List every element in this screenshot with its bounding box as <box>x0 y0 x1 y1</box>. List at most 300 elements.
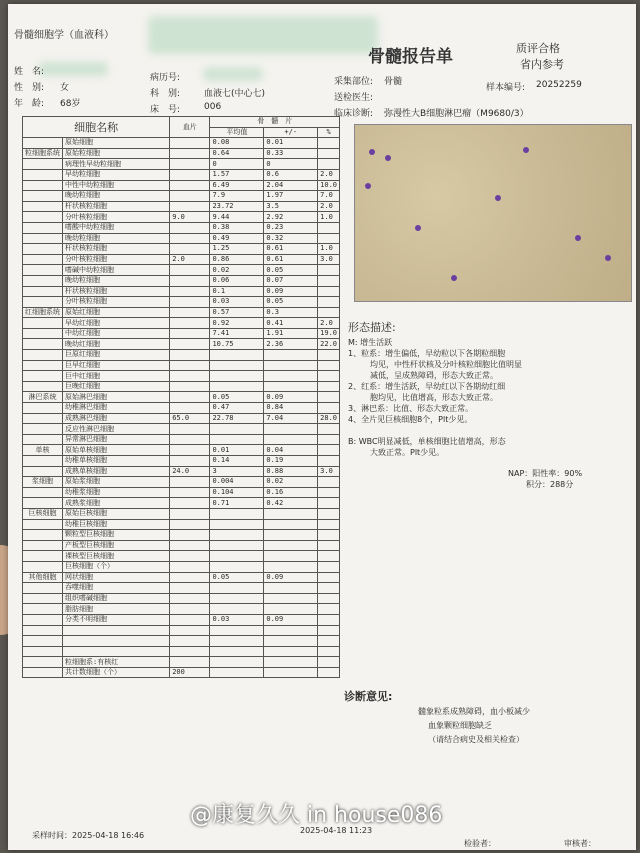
group-cell <box>23 169 63 180</box>
morph-line: 均见，中性杆状核及分叶核粒细胞比值明显 <box>370 360 522 369</box>
blood-value <box>170 244 210 255</box>
group-cell <box>23 604 63 615</box>
pct-value: 2.0 <box>318 318 340 329</box>
group-cell <box>23 180 63 191</box>
mean-value: 0.86 <box>210 254 264 265</box>
mean-value: 0.02 <box>210 265 264 276</box>
morphology-section <box>348 322 582 490</box>
table-row <box>23 604 340 615</box>
sd-value: 3.5 <box>264 201 318 212</box>
table-row <box>23 403 340 414</box>
sd-value <box>264 657 318 668</box>
mean-value: 0.57 <box>210 307 264 318</box>
checker: 检验者： <box>464 839 496 848</box>
pct-value <box>318 286 340 297</box>
cell-dot <box>575 235 581 241</box>
cell-name: 成熟淋巴细胞 <box>63 413 170 424</box>
col-pct: % <box>318 127 340 138</box>
blood-value <box>170 572 210 583</box>
cell-name: 嗜碱中幼粒细胞 <box>63 265 170 276</box>
pct-value <box>318 593 340 604</box>
sd-value: 0.41 <box>264 318 318 329</box>
watermark: @康复久久 in house086 <box>190 803 443 828</box>
sd-value: 0.88 <box>264 466 318 477</box>
table-row <box>23 297 340 308</box>
sd-value: 1.97 <box>264 191 318 202</box>
sd-value: 0.09 <box>264 392 318 403</box>
table-row <box>23 593 340 604</box>
pct-value <box>318 297 340 308</box>
mean-value: 6.49 <box>210 180 264 191</box>
pct-value: 28.0 <box>318 413 340 424</box>
cell-name: 反应性淋巴细胞 <box>63 424 170 435</box>
mean-value <box>210 593 264 604</box>
mean-value <box>210 360 264 371</box>
cell-name: 原始红细胞 <box>63 307 170 318</box>
mean-value <box>210 625 264 636</box>
mean-value: 0.38 <box>210 222 264 233</box>
morph-line: 大致正常。Plt少见。 <box>370 448 445 457</box>
cell-name: 杆状核粒细胞 <box>63 201 170 212</box>
group-cell <box>23 636 63 647</box>
group-cell: 红细胞系统 <box>23 307 63 318</box>
blood-value <box>170 604 210 615</box>
sd-value: 0.33 <box>264 148 318 159</box>
morph-line: 1、粒系：增生偏低，早幼粒以下各期粒细胞 <box>348 349 506 358</box>
mean-value: 3 <box>210 466 264 477</box>
cell-name: 病理性早幼粒细胞 <box>63 159 170 170</box>
cell-name: 晚幼粒细胞 <box>63 275 170 286</box>
mean-value: 0.49 <box>210 233 264 244</box>
opinion-title: 诊断意见: <box>344 690 393 703</box>
mean-value <box>210 350 264 361</box>
pct-value <box>318 434 340 445</box>
table-row <box>23 424 340 435</box>
group-cell <box>23 540 63 551</box>
pct-value <box>318 519 340 530</box>
group-cell <box>23 413 63 424</box>
group-cell <box>23 614 63 625</box>
cell-name: 巨早红细胞 <box>63 360 170 371</box>
blood-value <box>170 445 210 456</box>
group-cell <box>23 487 63 498</box>
pct-value: 1.0 <box>318 244 340 255</box>
sd-value: 0.19 <box>264 456 318 467</box>
bed-value: 006 <box>204 102 222 112</box>
blood-value <box>170 477 210 488</box>
cell-name: 晚幼粒细胞 <box>63 191 170 202</box>
pct-value <box>318 540 340 551</box>
pct-value <box>318 275 340 286</box>
quality-2: 省内参考 <box>520 58 564 71</box>
cell-name: 粒细胞系:有核红 <box>63 657 170 668</box>
pct-value <box>318 445 340 456</box>
sd-value: 0.6 <box>264 169 318 180</box>
cell-count-table <box>22 116 340 678</box>
pct-value <box>318 551 340 562</box>
table-row <box>23 551 340 562</box>
table-row <box>23 360 340 371</box>
group-cell <box>23 530 63 541</box>
sd-value <box>264 646 318 657</box>
mean-value <box>210 424 264 435</box>
morph-line: B: WBC明显减低，单核细胞比值增高，形态 <box>348 437 506 446</box>
cell-name: 杆状核粒细胞 <box>63 244 170 255</box>
group-cell <box>23 551 63 562</box>
mean-value <box>210 646 264 657</box>
cell-name: 幼稚浆细胞 <box>63 487 170 498</box>
blood-value <box>170 540 210 551</box>
table-row <box>23 561 340 572</box>
group-cell <box>23 583 63 594</box>
group-cell <box>23 318 63 329</box>
blood-value <box>170 456 210 467</box>
mean-value: 9.44 <box>210 212 264 223</box>
mean-value: 0.05 <box>210 572 264 583</box>
table-row <box>23 180 340 191</box>
mean-value: 23.72 <box>210 201 264 212</box>
report-time: 2025-04-18 11:23 <box>300 826 373 835</box>
pct-value <box>318 350 340 361</box>
blood-value <box>170 159 210 170</box>
page-title: 骨髓报告单 <box>368 47 453 67</box>
cell-dot <box>369 149 375 155</box>
sex-label: 性 别: <box>14 83 45 93</box>
pct-value: 3.0 <box>318 466 340 477</box>
group-cell <box>23 328 63 339</box>
name-label: 姓 名: <box>14 67 45 77</box>
blood-value <box>170 275 210 286</box>
pct-value <box>318 159 340 170</box>
group-cell <box>23 244 63 255</box>
mean-value: 0.71 <box>210 498 264 509</box>
mean-value: 7.41 <box>210 328 264 339</box>
group-cell <box>23 265 63 276</box>
pct-value: 3.0 <box>318 254 340 265</box>
pct-value <box>318 371 340 382</box>
pct-value <box>318 530 340 541</box>
sd-value: 0.23 <box>264 222 318 233</box>
group-cell <box>23 646 63 657</box>
cell-name: 幼稚巨核细胞 <box>63 519 170 530</box>
cell-name: 分叶核粒细胞 <box>63 254 170 265</box>
mean-value <box>210 561 264 572</box>
cell-name: 网状细胞 <box>63 572 170 583</box>
morph-line: 4、全片见巨核细胞8个，Plt少见。 <box>348 415 473 424</box>
cell-name: 早幼粒细胞 <box>63 169 170 180</box>
sd-value <box>264 508 318 519</box>
sample-time: 采样时间：2025-04-18 16:46 <box>32 831 145 840</box>
group-cell <box>23 275 63 286</box>
opinion-line-3: （请结合病史及相关检查） <box>428 735 524 744</box>
table-row <box>23 339 340 350</box>
sd-value: 0.42 <box>264 498 318 509</box>
cell-name: 幼稚单核细胞 <box>63 456 170 467</box>
cell-name: 分类不明细胞 <box>63 614 170 625</box>
mean-value <box>210 434 264 445</box>
group-cell <box>23 360 63 371</box>
record-label: 病历号: <box>150 73 181 83</box>
blood-value <box>170 508 210 519</box>
table-row <box>23 138 340 149</box>
group-cell: 淋巴系统 <box>23 392 63 403</box>
morph-line: 3、淋巴系：比值、形态大致正常。 <box>348 404 474 413</box>
group-cell <box>23 350 63 361</box>
table-row <box>23 583 340 594</box>
blood-value <box>170 297 210 308</box>
sd-value: 2.04 <box>264 180 318 191</box>
group-cell <box>23 434 63 445</box>
blood-value <box>170 318 210 329</box>
mean-value: 0.06 <box>210 275 264 286</box>
table-row <box>23 614 340 625</box>
mean-value: 0.03 <box>210 297 264 308</box>
mean-value: 0.03 <box>210 614 264 625</box>
pct-value: 7.0 <box>318 191 340 202</box>
mean-value <box>210 519 264 530</box>
table-row <box>23 646 340 657</box>
sd-value <box>264 434 318 445</box>
mean-value <box>210 381 264 392</box>
mean-value: 0 <box>210 159 264 170</box>
pct-value <box>318 498 340 509</box>
table-row <box>23 307 340 318</box>
blood-value <box>170 265 210 276</box>
mean-value: 0.64 <box>210 148 264 159</box>
marrow-smear-image <box>354 124 632 302</box>
sd-value <box>264 371 318 382</box>
sd-value: 0.16 <box>264 487 318 498</box>
table-row <box>23 159 340 170</box>
mean-value: 1.57 <box>210 169 264 180</box>
group-cell <box>23 403 63 414</box>
pct-value <box>318 148 340 159</box>
sd-value: 0.3 <box>264 307 318 318</box>
mean-value <box>210 667 264 678</box>
mean-value: 0.01 <box>210 445 264 456</box>
blood-value <box>170 339 210 350</box>
table-row <box>23 572 340 583</box>
table-row <box>23 169 340 180</box>
pct-value <box>318 307 340 318</box>
cell-name: 吞噬细胞 <box>63 583 170 594</box>
table-row <box>23 191 340 202</box>
report-paper <box>8 4 636 850</box>
sd-value <box>264 583 318 594</box>
redaction <box>203 67 263 81</box>
mean-value <box>210 583 264 594</box>
mean-value <box>210 508 264 519</box>
pct-value <box>318 625 340 636</box>
pct-value: 22.0 <box>318 339 340 350</box>
group-cell <box>23 138 63 149</box>
pct-value <box>318 456 340 467</box>
sd-value: 1.91 <box>264 328 318 339</box>
group-cell <box>23 212 63 223</box>
table-row <box>23 456 340 467</box>
table-row <box>23 328 340 339</box>
sd-value <box>264 424 318 435</box>
table-row <box>23 222 340 233</box>
blood-value <box>170 138 210 149</box>
pct-value <box>318 561 340 572</box>
cell-name: 分叶核粒细胞 <box>63 297 170 308</box>
sd-value: 0.05 <box>264 265 318 276</box>
sd-value <box>264 350 318 361</box>
cell-name: 原始细胞 <box>63 138 170 149</box>
group-cell <box>23 191 63 202</box>
cell-name: 共计数细胞（个） <box>63 667 170 678</box>
pct-value: 2.0 <box>318 201 340 212</box>
cell-name: 原始粒细胞 <box>63 148 170 159</box>
sd-value <box>264 530 318 541</box>
cell-name: 巨原红细胞 <box>63 350 170 361</box>
cell-name <box>63 625 170 636</box>
blood-value <box>170 371 210 382</box>
pct-value <box>318 392 340 403</box>
mean-value <box>210 540 264 551</box>
opinion-line-2: 血象颗粒细胞缺乏 <box>428 721 492 730</box>
sd-value <box>264 625 318 636</box>
cell-dot <box>523 147 529 153</box>
blood-value: 24.0 <box>170 466 210 477</box>
blood-value <box>170 328 210 339</box>
blood-value <box>170 519 210 530</box>
mean-value: 0.47 <box>210 403 264 414</box>
table-row <box>23 212 340 223</box>
pct-value <box>318 360 340 371</box>
cell-dot <box>415 225 421 231</box>
nap-rate: NAP：阳性率：90% <box>508 469 583 478</box>
col-mean: 平均值 <box>210 127 264 138</box>
mean-value <box>210 551 264 562</box>
table-row <box>23 657 340 668</box>
blood-value <box>170 636 210 647</box>
blood-value <box>170 392 210 403</box>
pct-value: 19.0 <box>318 328 340 339</box>
mean-value <box>210 371 264 382</box>
site-value: 骨髓 <box>384 77 403 87</box>
pct-value: 2.0 <box>318 169 340 180</box>
table-row <box>23 445 340 456</box>
pct-value <box>318 636 340 647</box>
col-blood: 血片 <box>170 117 210 138</box>
mean-value <box>210 657 264 668</box>
group-cell <box>23 625 63 636</box>
blood-value <box>170 498 210 509</box>
blood-value <box>170 286 210 297</box>
table-row <box>23 244 340 255</box>
group-cell: 粒细胞系统 <box>23 148 63 159</box>
pct-value <box>318 403 340 414</box>
morph-line: 胞均见，比值增高，形态大致正常。 <box>370 393 498 402</box>
dept-label: 科 别: <box>150 89 181 99</box>
nap-score: 积分：288分 <box>526 480 574 489</box>
blood-value <box>170 530 210 541</box>
table-row <box>23 625 340 636</box>
table-row <box>23 286 340 297</box>
col-sd: +/- <box>264 127 318 138</box>
cell-name: 组织嗜碱细胞 <box>63 593 170 604</box>
doctor-label: 送检医生: <box>334 93 374 103</box>
blood-value <box>170 307 210 318</box>
sd-value <box>264 519 318 530</box>
blood-value <box>170 148 210 159</box>
sample-value: 20252259 <box>536 80 582 90</box>
sd-value <box>264 667 318 678</box>
mean-value: 0.08 <box>210 138 264 149</box>
table-row <box>23 487 340 498</box>
cell-name: 产板型巨核细胞 <box>63 540 170 551</box>
blood-value <box>170 657 210 668</box>
cell-name: 异常淋巴细胞 <box>63 434 170 445</box>
group-cell <box>23 593 63 604</box>
cell-name: 中幼红细胞 <box>63 328 170 339</box>
blood-value <box>170 233 210 244</box>
sd-value <box>264 561 318 572</box>
group-cell <box>23 466 63 477</box>
cell-name: 原始浆细胞 <box>63 477 170 488</box>
pct-value <box>318 477 340 488</box>
group-cell <box>23 498 63 509</box>
sd-value: 0.01 <box>264 138 318 149</box>
cell-name: 晚幼粒细胞 <box>63 233 170 244</box>
pct-value <box>318 657 340 668</box>
morph-line: 减低，呈成熟障碍，形态大致正常。 <box>370 371 498 380</box>
table-row <box>23 318 340 329</box>
sd-value: 7.04 <box>264 413 318 424</box>
table-row <box>23 477 340 488</box>
blood-value <box>170 593 210 604</box>
cell-name: 原始淋巴细胞 <box>63 392 170 403</box>
pct-value <box>318 487 340 498</box>
group-cell: 巨核细胞 <box>23 508 63 519</box>
diag-label: 临床诊断: <box>334 109 374 119</box>
cell-dot <box>495 195 501 201</box>
table-row <box>23 413 340 424</box>
cell-dot <box>605 255 611 261</box>
group-cell <box>23 456 63 467</box>
opinion-line-1: 髓象粒系成熟障碍，血小板减少 <box>418 707 530 716</box>
table-row <box>23 540 340 551</box>
pct-value <box>318 381 340 392</box>
sd-value <box>264 551 318 562</box>
table-row <box>23 233 340 244</box>
sd-value: 0.09 <box>264 614 318 625</box>
cell-name: 颗粒型巨核细胞 <box>63 530 170 541</box>
group-cell: 浆细胞 <box>23 477 63 488</box>
sd-value: 0.32 <box>264 233 318 244</box>
sd-value: 0.07 <box>264 275 318 286</box>
blood-value <box>170 180 210 191</box>
cell-name: 巨核细胞（个） <box>63 561 170 572</box>
sd-value <box>264 593 318 604</box>
cell-name: 成熟浆细胞 <box>63 498 170 509</box>
pct-value <box>318 667 340 678</box>
table-row <box>23 519 340 530</box>
blood-value <box>170 625 210 636</box>
site-label: 采集部位: <box>334 77 374 87</box>
cell-name: 成熟单核细胞 <box>63 466 170 477</box>
blood-value <box>170 487 210 498</box>
sex-value: 女 <box>60 83 70 93</box>
table-row <box>23 265 340 276</box>
redaction <box>38 62 108 76</box>
cell-name: 巨晚红细胞 <box>63 381 170 392</box>
pct-value <box>318 265 340 276</box>
cell-name: 原始单核细胞 <box>63 445 170 456</box>
mean-value: 0.004 <box>210 477 264 488</box>
